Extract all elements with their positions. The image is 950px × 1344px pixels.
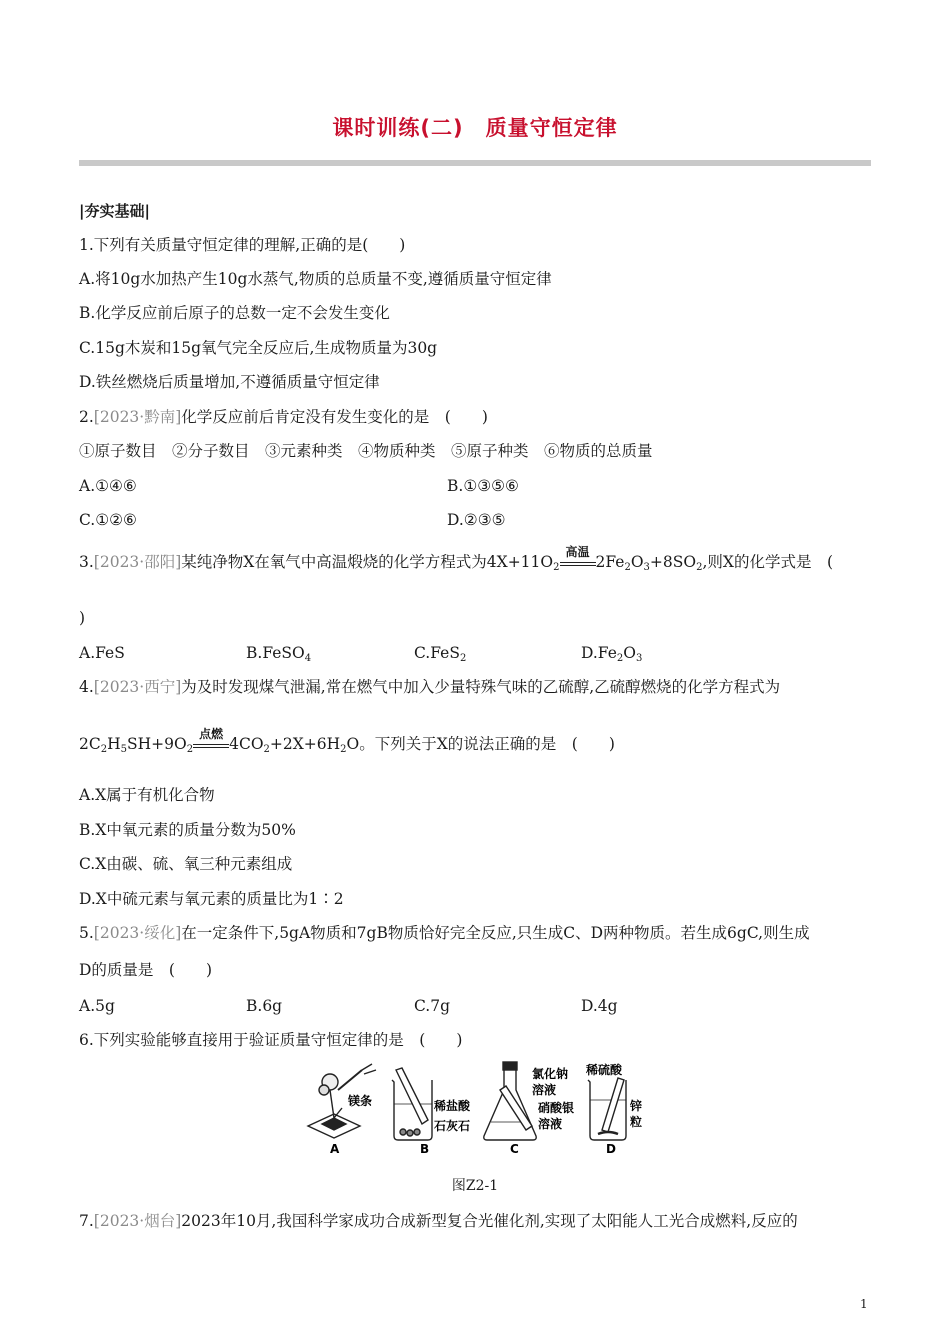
q1-option-b: B.化学反应前后原子的总数一定不会发生变化 [79,304,390,322]
q2-stem [79,406,488,428]
fig-letter-c: C [510,1142,519,1156]
q3-source: [2023·邵阳] [93,553,182,571]
fig-letter-a: A [330,1142,340,1156]
q1-stem: 1.下列有关质量守恒定律的理解,正确的是( ) [79,236,406,254]
apparatus-c [484,1062,536,1140]
q3-text: 某纯净物X在氧气中高温煅烧的化学方程式为4X+11O [181,553,554,571]
page-title: 课时训练(二) 质量守恒定律 [332,116,618,140]
q5-num: 5. [79,924,94,942]
q3-close-paren: ) [79,609,86,627]
q2-option-d: D.②③⑤ [447,511,506,529]
q2-text: 化学反应前后肯定没有发生变化的是 ( ) [181,408,488,426]
q3-reaction-condition: 高温 [560,553,596,573]
q4-num: 4. [79,678,94,696]
q5-stem [79,922,810,944]
q1-option-c: C.15g木炭和15g氧气完全反应后,生成物质量为30g [79,339,438,357]
q1-option-a: A.将10g水加热产生10g水蒸气,物质的总质量不变,遵循质量守恒定律 [79,270,552,288]
fig-label-agno3-2: 溶液 [538,1117,563,1131]
fig-label-nacl-1: 氯化钠 [532,1067,569,1081]
q5-option-d: D.4g [581,997,618,1015]
q5-option-b: B.6g [246,997,283,1015]
q2-source: [2023·黔南] [93,408,182,426]
fig-label-h2so4: 稀硫酸 [586,1063,623,1077]
q4-source: [2023·西宁] [93,678,182,696]
q2-num: 2. [79,408,94,426]
q6-stem: 6.下列实验能够直接用于验证质量守恒定律的是 ( ) [79,1031,463,1049]
fig-label-agno3-1: 硝酸银 [538,1101,575,1115]
q4-reaction-condition: 点燃 [193,735,229,755]
q5-stem-line2: D的质量是 ( ) [79,961,213,979]
q4-option-c: C.X由碳、硫、氧三种元素组成 [79,855,293,873]
q5-option-c: C.7g [414,997,451,1015]
q7-source: [2023·烟台] [93,1212,182,1230]
q3-option-b: B.FeSO$_4$ [246,644,312,664]
fig-label-zn-1: 锌 [630,1099,643,1113]
q2-items: ①原子数目 ②分子数目 ③元素种类 ④物质种类 ⑤原子种类 ⑥物质的总质量 [79,442,653,460]
page-number: 1 [860,1297,868,1311]
q4-option-a: A.X属于有机化合物 [79,786,215,804]
q1-option-d: D.铁丝燃烧后质量增加,不遵循质量守恒定律 [79,373,380,391]
q4-option-d: D.X中硫元素与氧元素的质量比为1∶2 [79,890,344,908]
q2-option-c: C.①②⑥ [79,511,137,529]
q7-num: 7. [79,1212,94,1230]
q3-stem: 3.[2023·邵阳]某纯净物X在氧气中高温煅烧的化学方程式为$4X+11O_2$ 高温 $2Fe_2O_3+8SO_2$,则X的化学式是 ( [79,545,833,573]
fig-label-nacl-2: 溶液 [532,1083,557,1097]
q3-option-a: A.FeS [79,644,125,662]
apparatus-b [392,1068,432,1140]
fig-label-limestone: 石灰石 [434,1119,471,1133]
q4-stem [79,676,780,698]
fig-label-mg: 镁条 [348,1094,373,1108]
fig-label-zn-2: 粒 [630,1115,643,1129]
title-divider [79,160,871,166]
q3-num: 3. [79,553,94,571]
experiment-figure [300,1060,660,1160]
q7-text: 2023年10月,我国科学家成功合成新型复合光催化剂,实现了太阳能人工光合成燃料,反应的 [181,1212,798,1230]
q3-option-c: C.FeS$_2$ [414,644,467,664]
q2-option-b: B.①③⑤⑥ [447,477,519,495]
q5-source: [2023·绥化] [93,924,182,942]
figure-caption: 图Z2-1 [451,1178,499,1194]
q4-text: 为及时发现煤气泄漏,常在燃气中加入少量特殊气味的乙硫醇,乙硫醇燃烧的化学方程式为 [181,678,781,696]
q7-stem [79,1210,798,1232]
fig-label-hcl: 稀盐酸 [434,1099,471,1113]
fig-letter-b: B [420,1142,430,1156]
q4-option-b: B.X中氧元素的质量分数为50% [79,821,296,839]
fig-letter-d: D [606,1142,616,1156]
apparatus-d [588,1078,626,1140]
q3-option-d: $D.Fe_2O_3$ [581,644,643,664]
section-heading: |夯实基础| [79,202,150,220]
q5-text: 在一定条件下,5gA物质和7gB物质恰好完全反应,只生成C、D两种物质。若生成6gC,则生成 [181,924,810,942]
q4-equation: $2C_2H_5SH+9O_2$ 点燃 $4CO_2+2X+6H_2O$。下列关于X的说法正确的是 ( ) [79,727,615,755]
q2-option-a: A.①④⑥ [79,477,137,495]
q5-option-a: A.5g [79,997,115,1015]
